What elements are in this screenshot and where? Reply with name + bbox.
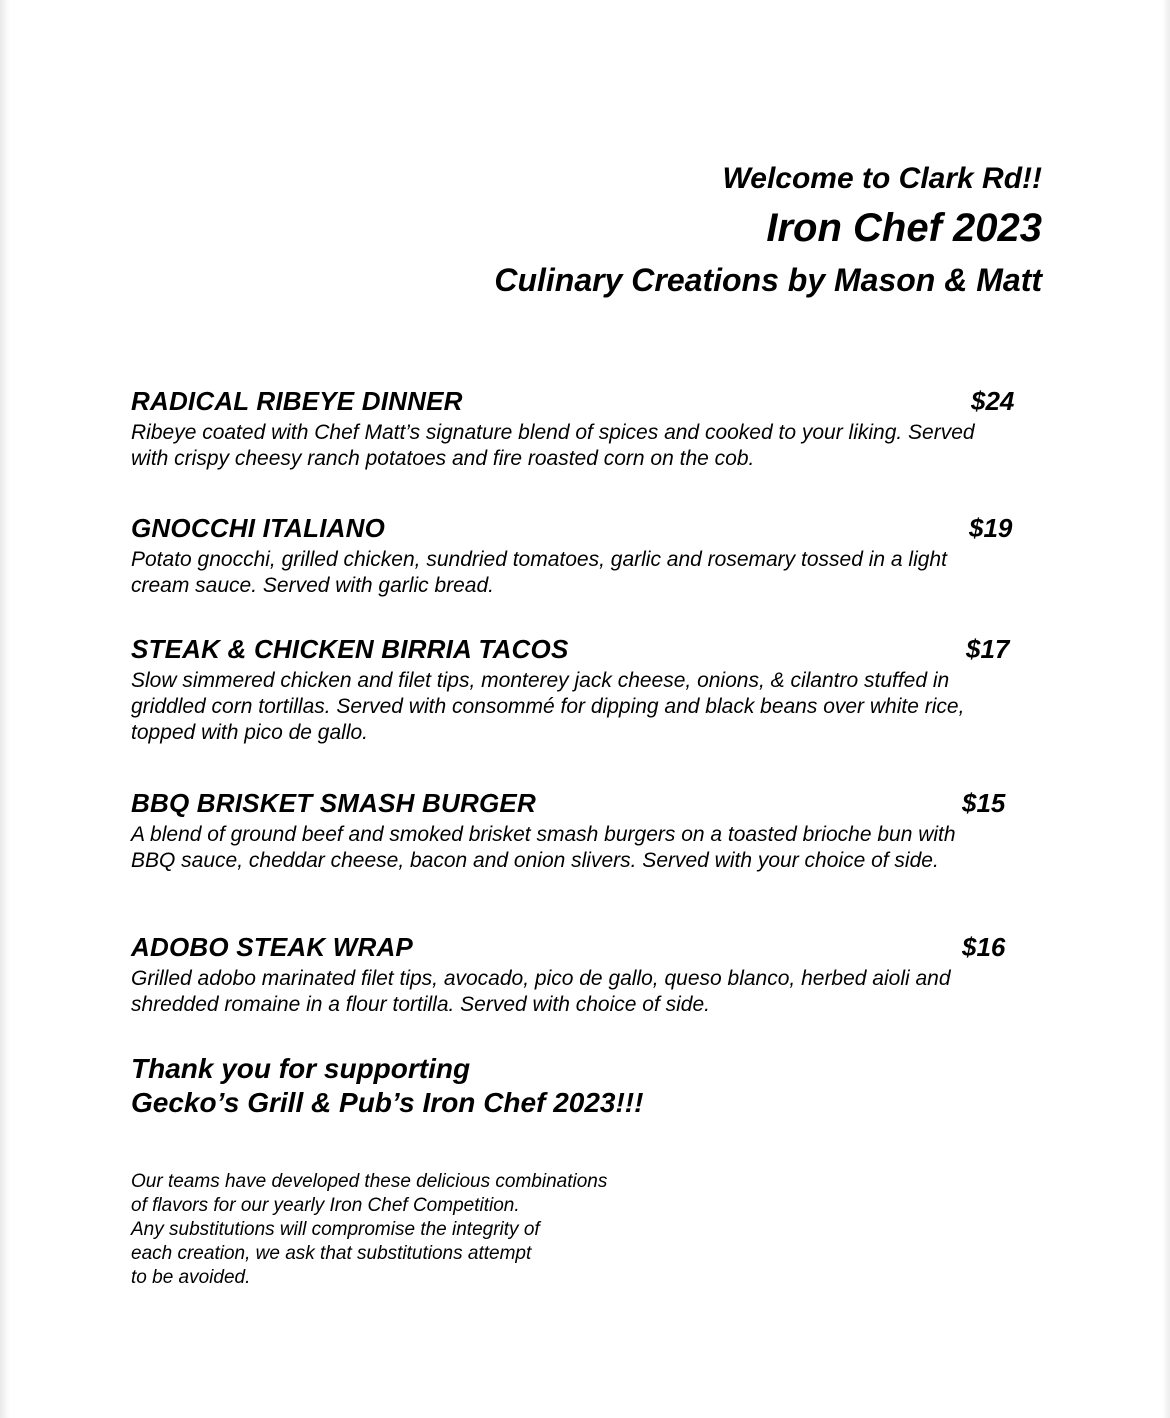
note-line: Any substitutions will compromise the integrity of [131,1219,540,1240]
menu-item-name: ADOBO STEAK WRAP [131,932,413,962]
menu-item-price: $15 [962,788,1006,818]
substitution-note [131,1170,607,1290]
menu-item-description: Grilled adobo marinated filet tips, avocado, pico de gallo, queso blanco, herbed aioli and shredded romaine in a flour tortilla. Served with choice of side. [131,967,951,1016]
menu-item-name: STEAK & CHICKEN BIRRIA TACOS [131,634,569,664]
menu-item-price: $17 [966,634,1010,664]
note-line: Our teams have developed these delicious combinations [131,1171,608,1192]
thank-you-line: Gecko’s Grill & Pub’s Iron Chef 2023!!! [131,1087,644,1118]
page-edge-left [0,0,10,1418]
event-title: Iron Chef 2023 [766,206,1042,250]
page-edge-right [1162,0,1170,1418]
menu-item-name: GNOCCHI ITALIANO [131,513,386,543]
note-line: of flavors for our yearly Iron Chef Competition. [131,1195,520,1216]
menu-item-name: BBQ BRISKET SMASH BURGER [131,788,536,818]
thank-you-line: Thank you for supporting [131,1053,471,1084]
menu-item-price: $19 [969,513,1013,543]
menu-item-price: $16 [962,932,1006,962]
note-line: to be avoided. [131,1267,251,1288]
thank-you-message [131,1052,643,1120]
note-line: each creation, we ask that substitutions attempt [131,1243,532,1264]
menu-item-description: Slow simmered chicken and filet tips, monterey jack cheese, onions, & cilantro stuffed in griddled corn tortillas. Served with consommé for dipping and black beans over white rice, topped with pico de gallo. [131,669,965,744]
menu-item-price: $24 [971,386,1015,416]
menu-item-name: RADICAL RIBEYE DINNER [131,386,463,416]
welcome-heading: Welcome to Clark Rd!! [722,162,1042,195]
menu-item-description: Potato gnocchi, grilled chicken, sundried tomatoes, garlic and rosemary tossed in a light cream sauce. Served with garlic bread. [131,548,947,597]
chefs-subtitle: Culinary Creations by Mason & Matt [494,262,1042,298]
menu-item-description: A blend of ground beef and smoked brisket smash burgers on a toasted brioche bun with BBQ sauce, cheddar cheese, bacon and onion slivers. Served with your choice of side. [131,823,956,872]
menu-item-description: Ribeye coated with Chef Matt’s signature blend of spices and cooked to your liking. Served with crispy cheesy ranch potatoes and fire roasted corn on the cob. [131,421,975,470]
